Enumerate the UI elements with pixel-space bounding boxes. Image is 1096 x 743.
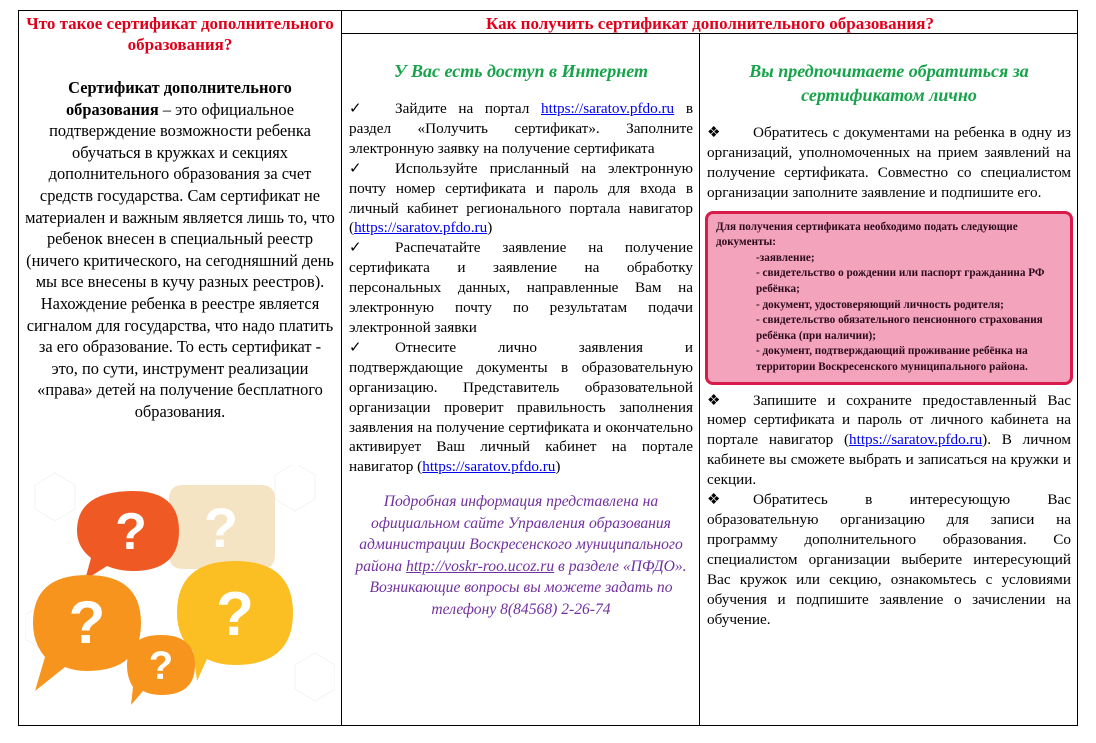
svg-text:?: ? xyxy=(216,580,254,649)
diamond-bullet-icon: ❖ xyxy=(707,124,721,141)
online-step: ✓ Используйте присланный на электронную почту номер сертификата и пароль для входа в личный кабинет регионального портала навигатор (https://saratov.pfdo.ru) xyxy=(349,159,693,237)
diamond-bullet-icon: ❖ xyxy=(707,391,721,409)
in-person-step: ❖ Запишите и сохраните предоставленный Вас номер сертификата и пароль от личного кабинета на портале навигатор (https://saratov.pfdo.ru). В личном кабинете вы сможете выбрать и записаться на кружки и секции. xyxy=(707,391,1071,489)
documents-title: Для получения сертификата необходимо подать следующие документы: xyxy=(716,220,1018,249)
what-is-heading: Что такое сертификат дополнительного образования? xyxy=(26,14,334,54)
bubble-orange-small xyxy=(127,635,195,705)
in-person-heading: Вы предпочитаете обратиться за сертификатом лично xyxy=(749,61,1029,105)
bubble-orange-large xyxy=(33,575,141,691)
online-steps xyxy=(349,99,693,477)
checkmark-icon: ✓ xyxy=(349,239,362,257)
checkmark-icon: ✓ xyxy=(349,338,362,356)
column-divider-1 xyxy=(341,11,342,725)
what-is-certificate-column xyxy=(19,11,341,423)
in-person-step: ❖ Обратитесь с документами на ребенка в одну из организаций, уполномоченных на прием заявлений на получение сертификата. Совместно со специалистом организации заполните заявление и подпишите его. xyxy=(707,124,1071,201)
document-item: - документ, подтверждающий проживание ребёнка на территории Воскресенского муниципального района. xyxy=(756,345,1028,373)
definition-body: – это официальное подтверждение возможности ребенка обучаться в кружках и секциях дополнительного образования за счет средств государства. Сам сертификат не материален и важным является лишь то, что ребенок внесен в специальный реестр (ничего критического, на сегодняшний день мы все внесены в кучу разных реестров). Нахождение ребенка в реестре является сигналом для государства, что надо платить за его образование. То есть сертификат - это, по сути, инструмент реализации «права» детей на получение бесплатного образования. xyxy=(25,99,335,421)
checkmark-icon: ✓ xyxy=(349,100,362,117)
svg-text:?: ? xyxy=(148,644,174,688)
online-step: ✓ Зайдите на портал https://saratov.pfdo.ru в раздел «Получить сертификат». Заполните электронную заявку на получение сертификата xyxy=(349,100,693,157)
definition-term: Сертификат дополнительного образования xyxy=(65,78,292,119)
in-person-column xyxy=(707,59,1071,629)
roo-website-link[interactable]: http://voskr-roo.ucoz.ru xyxy=(406,557,555,575)
online-heading: У Вас есть доступ в Интернет xyxy=(394,61,648,81)
definition-text xyxy=(19,77,341,423)
document-item: - документ, удостоверяющий личность родителя; xyxy=(756,298,1004,311)
bubble-red xyxy=(77,491,179,580)
required-documents-box xyxy=(705,211,1073,385)
svg-text:?: ? xyxy=(115,503,147,561)
portal-link[interactable]: https://saratov.pfdo.ru xyxy=(422,458,556,476)
online-step: ✓ Отнесите лично заявления и подтверждающие документы в образовательную организацию. Представитель образовательной организации проверит правильность заполнения заявления на получение сертификата и окончательно активирует Ваш личный кабинет на портале навигатор (https://saratov.pfdo.ru) xyxy=(349,338,693,476)
portal-link[interactable]: https://saratov.pfdo.ru xyxy=(541,100,675,117)
portal-link[interactable]: https://saratov.pfdo.ru xyxy=(354,219,488,237)
diamond-bullet-icon: ❖ xyxy=(707,491,721,509)
column-divider-2 xyxy=(699,33,700,725)
online-column xyxy=(349,59,693,620)
speech-bubbles-illustration xyxy=(25,465,335,721)
portal-link[interactable]: https://saratov.pfdo.ru xyxy=(849,431,983,449)
svg-text:?: ? xyxy=(68,589,106,656)
info-note: Подробная информация представлена на официальном сайте Управления образования администрации Воскресенского муниципального района http://voskr-roo.ucoz.ru в разделе «ПФДО». Возникающие вопросы вы можете задать по телефону 8(84568) 2-26-74 xyxy=(355,493,687,618)
document-item: - свидетельство о рождении или паспорт гражданина РФ ребёнка; xyxy=(756,267,1045,295)
leaflet-table xyxy=(18,10,1078,726)
how-to-get-heading: Как получить сертификат дополнительного образования? xyxy=(486,14,934,33)
document-item: - свидетельство обязательного пенсионного страхования ребёнка (при наличии); xyxy=(756,314,1043,342)
in-person-step: ❖ Обратитесь в интересующую Вас образовательную организацию для записи на программу дополнительного образования. Со специалистом организации выберите интересующий Вас кружок или секцию, ознакомьтесь с условиями обучения и подпишите заявление о зачислении на обучение. xyxy=(707,491,1071,628)
document-item: -заявление; xyxy=(756,251,815,264)
checkmark-icon: ✓ xyxy=(349,159,362,177)
svg-text:?: ? xyxy=(203,496,239,559)
online-step: ✓ Распечатайте заявление на получение сертификата и заявление на обработку персональных данных, направленные Вам на электронную почту по результатам подачи электронной заявки xyxy=(349,239,693,336)
